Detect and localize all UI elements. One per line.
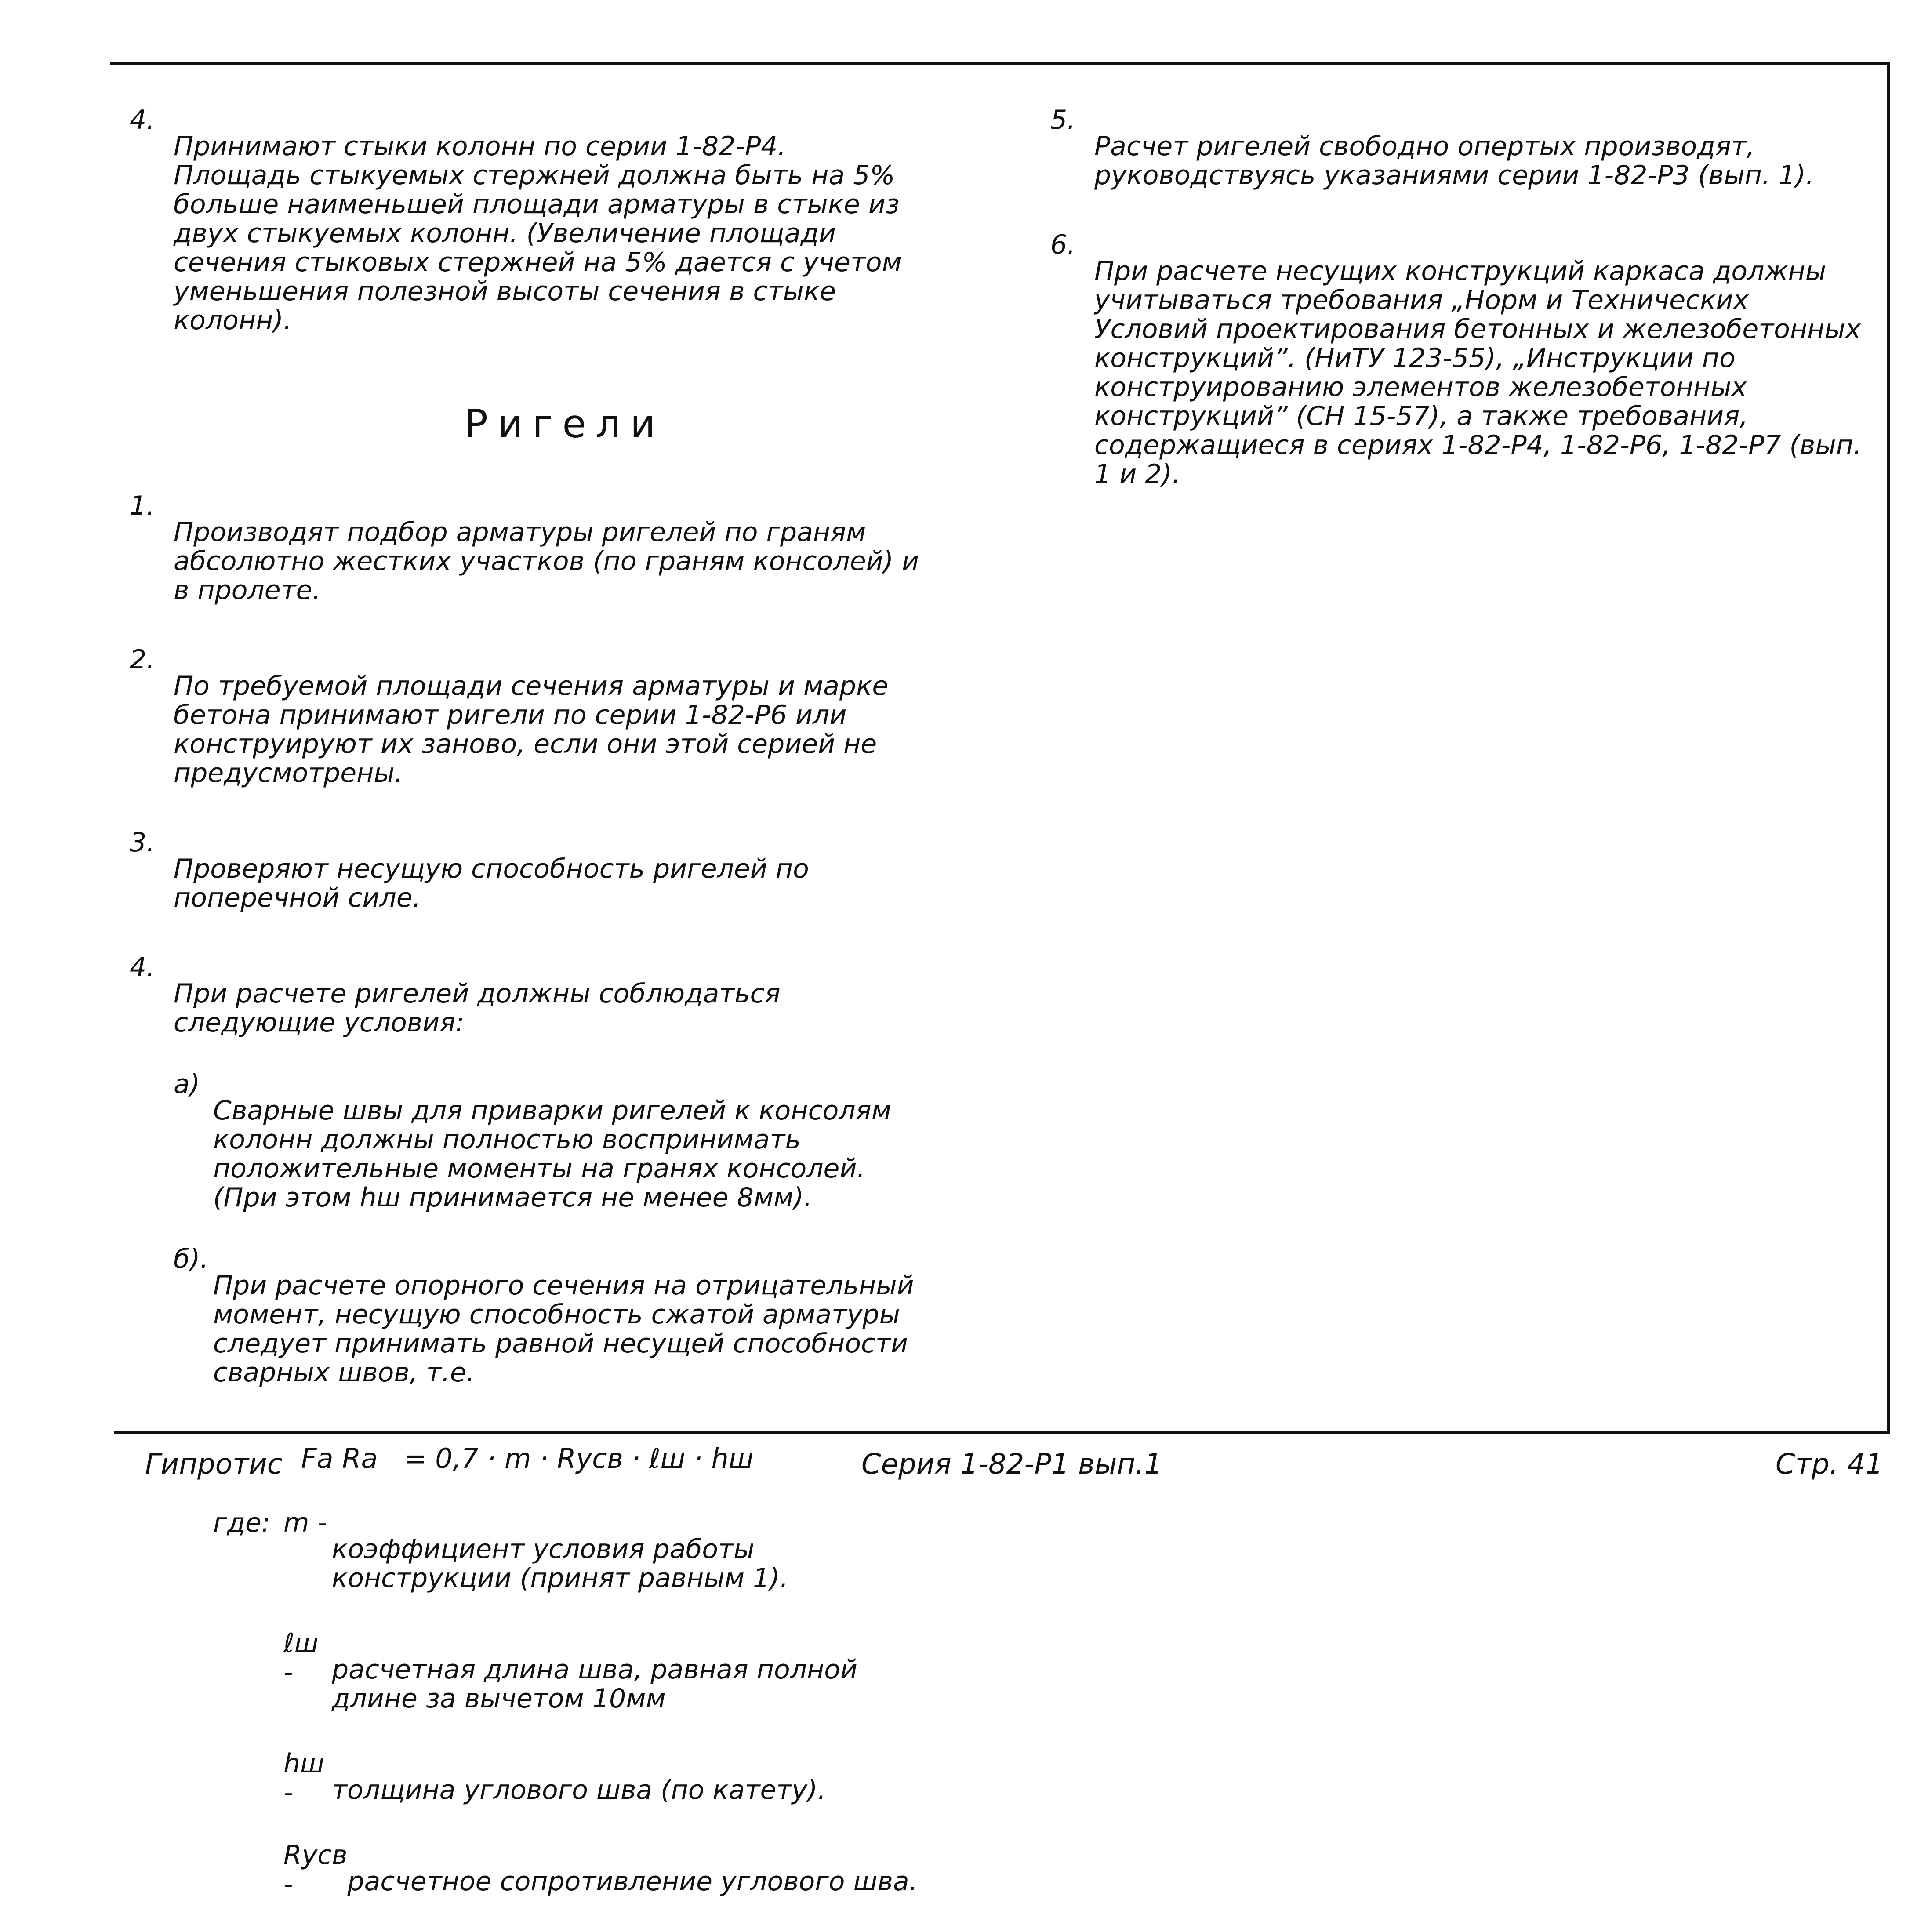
item-text: Проверяют несущую способность ригелей по поперечной силе. [174,853,809,913]
item-text: Принимают стыки колонн по серии 1-82-P4. Площадь стыкуемых стержней должна быть на 5% больше наименьшей площади арматуры в стыке из двух стыкуемых колонн. (Увеличение площади сечения стыковых стержней на 5% дается с учетом уменьшения полезной высоты сечения в стыке колонн). [174,131,902,336]
footer-series: Серия 1-82-P1 вып.1 [861,1448,1162,1481]
formula-rhs: = 0,7 · m · Rусв · ℓш · hш [403,1442,754,1474]
footer-page-number: Стр. 41 [1776,1448,1883,1481]
right-column [1050,105,1863,529]
list-item [130,645,921,814]
where-symbol: Rусв - [283,1840,348,1899]
list-item [1050,230,1863,515]
where-text: толщина углового шва (по катету). [332,1775,826,1805]
list-item [130,491,921,631]
item-text: При расчете ригелей должны соблюдаться следующие условия: [174,978,781,1038]
where-prefix: где: [213,1507,271,1538]
sub-item-label: а) [174,1069,200,1100]
where-symbol: ℓш - [283,1628,319,1688]
top-rule [110,62,1890,65]
where-entry [130,1749,921,1831]
item-text: Расчет ригелей свободно опертых производят, руководствуясь указаниями серии 1-82-P3 (вып. 1). [1094,131,1814,191]
item-number: 4. [130,105,155,135]
item-number: 3. [130,827,155,858]
where-symbol: hш - [283,1748,324,1808]
sub-item-label: б). [174,1244,209,1275]
formula-lhs: Fа Rа [301,1442,378,1474]
list-item [130,953,921,1064]
where-text: расчетное сопротивление углового шва. [347,1866,918,1897]
where-entry [130,1841,921,1922]
sub-item-text: Сварные швы для приварки ригелей к консолям колонн должны полностью воспринимать положительные моменты на гранях консолей. (При этом hш принимается не менее 8мм). [213,1095,891,1213]
right-border [1887,62,1890,1434]
where-text: расчетная длина шва, равная полной длине за вычетом 10мм [332,1654,857,1714]
item-text: Производят подбор арматуры ригелей по граням абсолютно жестких участков (по граням консолей) и в пролете. [174,517,919,606]
list-item [130,828,921,939]
sub-item-b [130,1245,921,1413]
item-text: По требуемой площади сечения арматуры и марке бетона принимают ригели по серии 1-82-P6 или конструируют их заново, если они этой серией не предусмотрены. [174,671,889,788]
list-item [1050,105,1863,216]
where-symbol: m - [283,1507,327,1538]
item-number: 1. [130,490,155,521]
section-heading: Ригели [464,401,665,447]
item-number: 4. [130,952,155,983]
left-column [130,105,921,1932]
item-number: 5. [1050,105,1076,135]
item-number: 6. [1050,229,1076,260]
where-entry [130,1508,921,1619]
item-text: При расчете несущих конструкций каркаса должны учитываться требования „Норм и Технических Условий проектирования бетонных и железобетонных конструкций”. (НиТУ 123-55), „Инструкции по конструированию элементов железобетонных конструкций” (СН 15-57), а также требования, содержащиеся в сериях 1-82-P4, 1-82-P6, 1-82-P7 (вып. 1 и 2). [1094,256,1862,490]
where-entry [130,1629,921,1740]
sub-item-a [130,1070,921,1238]
item-number: 2. [130,644,155,675]
columns-joint-item [130,105,921,361]
footer-organization: Гипротис [145,1448,283,1481]
sub-item-text: При расчете опорного сечения на отрицательный момент, несущую способность сжатой арматуры следует принимать равной несущей способности сварных швов, т.е. [213,1270,914,1388]
where-text: коэффициент условия работы конструкции (принят равным 1). [332,1534,788,1594]
